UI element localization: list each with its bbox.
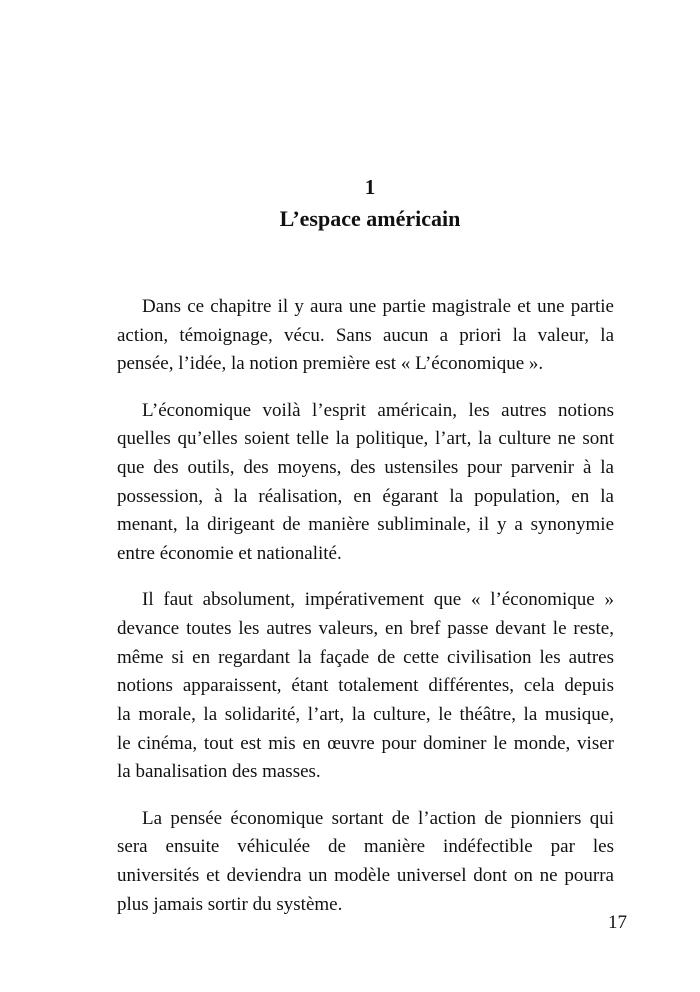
text-line: La pensée économique sortant de l’action de pionniers qui [142, 807, 614, 829]
text-line: sera ensuite véhiculée de manière indéfectible par les [117, 836, 614, 858]
text-line: Dans ce chapitre il y aura une partie magistrale et une partie [142, 296, 614, 317]
text-line: que des outils, des moyens, des ustensiles pour parvenir à la [117, 456, 614, 478]
text-line: devance toutes les autres valeurs, en bref passe devant le reste, [117, 617, 614, 639]
text-line: quelles qu’elles soient telle la politique, l’art, la culture ne sont [117, 428, 614, 450]
paragraph [117, 293, 614, 379]
chapter-body [117, 293, 614, 937]
text-line: action, témoignage, vécu. Sans aucun a priori la valeur, la [117, 324, 614, 346]
text-line: la banalisation des masses. [117, 761, 321, 783]
paragraph [117, 397, 614, 569]
text-line: la morale, la solidarité, l’art, la culture, le théâtre, la musique, [117, 703, 614, 725]
text-line: L’économique voilà l’esprit américain, les autres notions [142, 399, 614, 421]
text-line: universités et deviendra un modèle universel dont on ne pourra [117, 864, 614, 886]
text-line: menant, la dirigeant de manière subliminale, il y a synonymie [117, 514, 614, 536]
text-line: notions apparaissent, étant totalement différentes, cela depuis [117, 675, 614, 697]
text-line: entre économie et nationalité. [117, 543, 342, 564]
text-line: le cinéma, tout est mis en œuvre pour dominer le monde, viser [117, 732, 614, 754]
page-number: 17 [608, 912, 627, 933]
text-line: plus jamais sortir du système. [117, 893, 343, 915]
text-line: possession, à la réalisation, en égarant la population, en la [117, 485, 614, 507]
paragraph [117, 586, 614, 787]
paragraph [117, 805, 614, 920]
chapter-title: L’espace américain [279, 206, 461, 231]
chapter-number: 1 [364, 175, 376, 199]
text-line: pensée, l’idée, la notion première est « L’économique ». [117, 353, 544, 375]
text-line: même si en regardant la façade de cette civilisation les autres [117, 646, 614, 668]
text-line: Il faut absolument, impérativement que « l’économique » [142, 589, 614, 611]
